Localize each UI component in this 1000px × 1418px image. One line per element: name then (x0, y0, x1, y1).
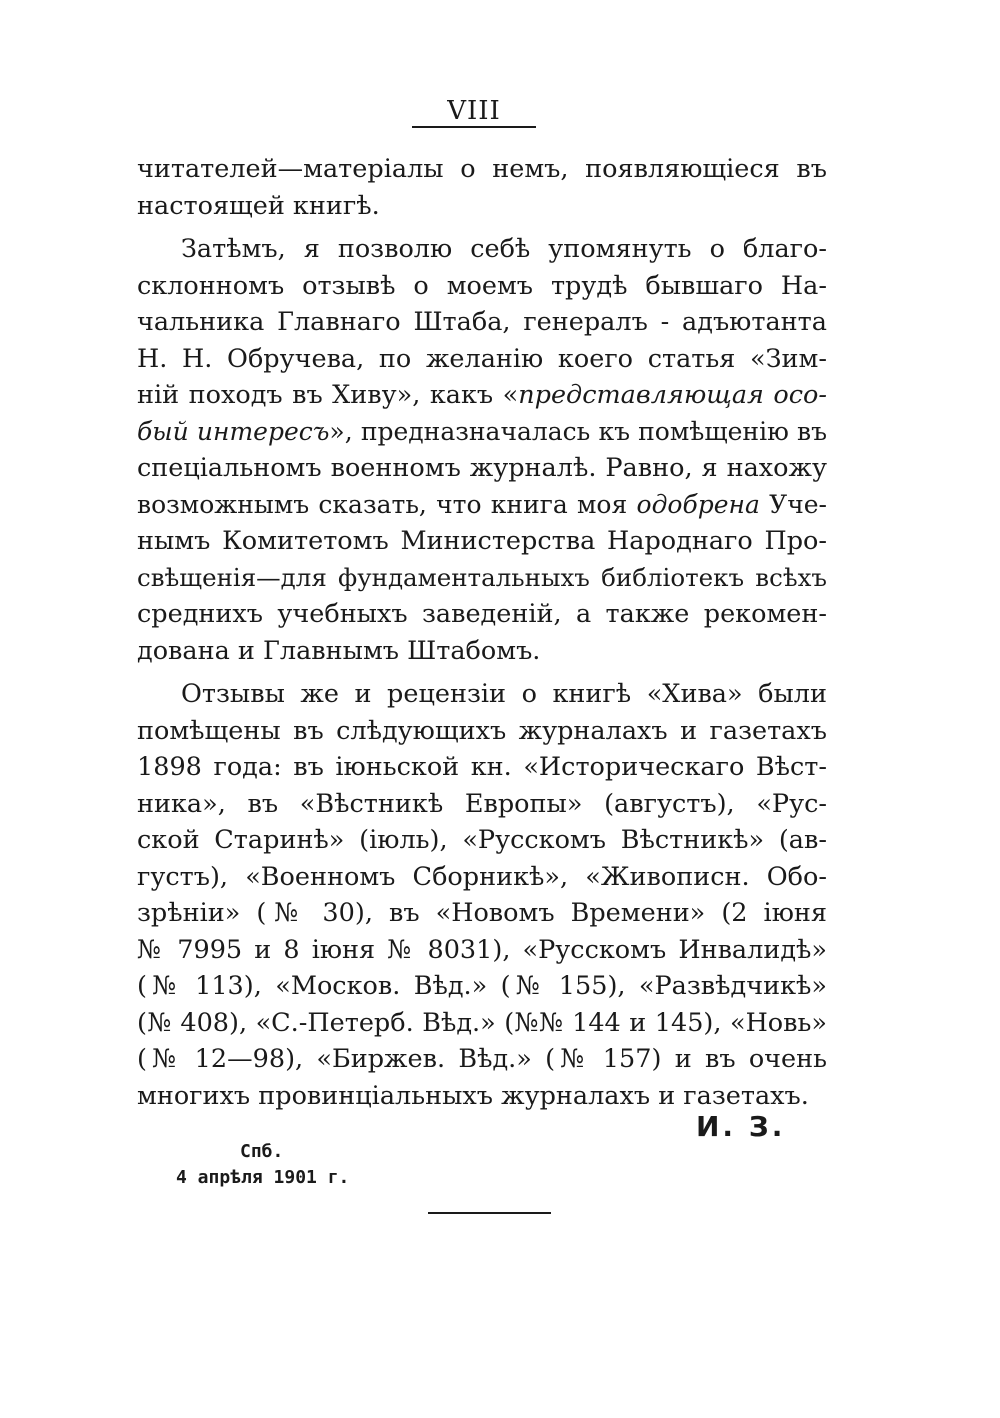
text-line: ской Старинѣ» (іюль), «Русскомъ Вѣстникѣ» (ав- (137, 825, 827, 855)
text-line: Затѣмъ, я позволю себѣ упомянуть о благо- (181, 234, 827, 264)
text-line: (№ 113), «Москов. Вѣд.» (№ 155), «Развѣдчикѣ» (137, 971, 827, 1001)
text-run: Уче- (759, 489, 827, 519)
paragraph-gap (137, 224, 827, 231)
text-line: густъ), «Военномъ Сборникѣ», «Живописн. Обо- (137, 861, 827, 892)
place-label: Спб. (240, 1141, 284, 1162)
text-line (137, 414, 827, 451)
text-line: ника», въ «Вѣстникѣ Европы» (августъ), «Рус- (137, 788, 827, 819)
date-label: 4 апрѣля 1901 г. (176, 1167, 350, 1188)
text-line: Отзывы же и рецензіи о книгѣ «Хива» были (181, 679, 827, 709)
text-line (137, 377, 827, 414)
page-number: VIII (447, 96, 501, 126)
text-line (137, 487, 827, 524)
text-line: (№ 12—98), «Биржев. Вѣд.» (№ 157) и въ очень (137, 1044, 827, 1074)
text-line: читателей—матеріалы о немъ, появляющіеся въ (137, 154, 827, 184)
text-line: зрѣніи» (№ 30), въ «Новомъ Времени» (2 іюня (137, 898, 827, 928)
italic-run: одобрена (636, 489, 760, 519)
text-line: настоящей книгѣ. (137, 190, 380, 221)
text-run: возможнымъ сказать, что книга моя (137, 489, 637, 519)
body-text (137, 151, 827, 1114)
top-divider (412, 126, 536, 128)
bottom-divider (428, 1212, 551, 1214)
text-line: дована и Главнымъ Штабомъ. (137, 635, 541, 666)
italic-run: представляющая осо- (518, 380, 827, 410)
text-run: ній походъ въ Хиву», какъ « (137, 380, 519, 410)
text-line: нымъ Комитетомъ Министерства Народнаго Про- (137, 526, 827, 556)
paragraph-gap (137, 669, 827, 676)
text-line: склонномъ отзывѣ о моемъ трудѣ бывшаго На- (137, 270, 827, 301)
text-line: среднихъ учебныхъ заведеній, а также рекомен- (137, 599, 827, 629)
italic-run: бый интересъ (137, 416, 330, 446)
text-line: свѣщенія—для фундаментальныхъ библіотекъ всѣхъ (137, 562, 827, 592)
text-run: », предназначалась къ помѣщенію въ (329, 416, 827, 446)
text-line: многихъ провинціальныхъ журналахъ и газетахъ. (137, 1080, 809, 1111)
text-line: чальника Главнаго Штаба, генералъ - адъютанта (137, 307, 827, 337)
text-line: помѣщены въ слѣдующихъ журналахъ и газетахъ (137, 715, 827, 746)
text-line: спеціальномъ военномъ журналѣ. Равно, я нахожу (137, 453, 827, 483)
text-line: Н. Н. Обручева, по желанію коего статья «Зим- (137, 343, 827, 374)
author-signature: И. З. (696, 1110, 786, 1143)
text-line: № 7995 и 8 іюня № 8031), «Русскомъ Инвалидѣ» (137, 934, 827, 965)
text-line: (№ 408), «С.-Петерб. Вѣд.» (№№ 144 и 145), «Новь» (137, 1007, 827, 1038)
text-line: 1898 года: въ іюньской кн. «Историческаго Вѣст- (137, 752, 827, 782)
